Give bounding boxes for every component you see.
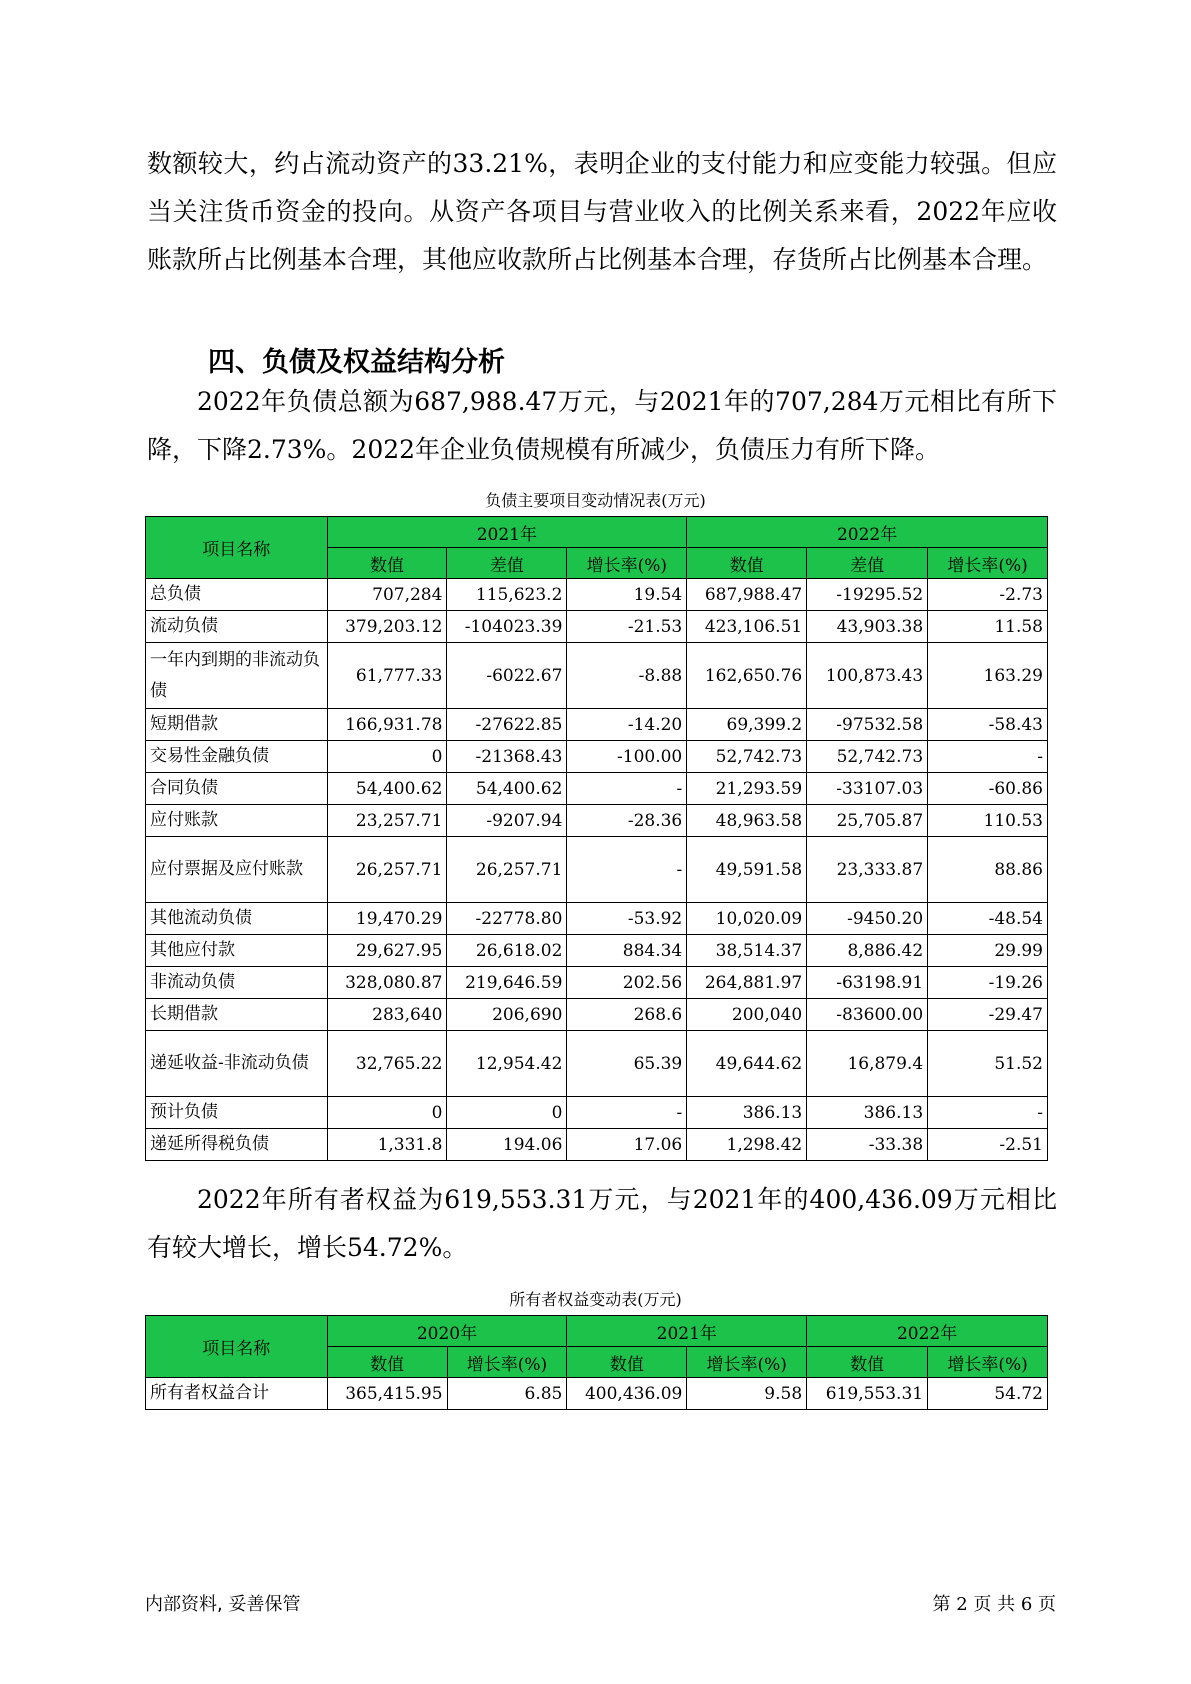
table-cell: -60.86 <box>928 773 1048 805</box>
table-cell: -21368.43 <box>447 741 567 773</box>
table-row <box>146 1378 1048 1410</box>
table-row <box>146 773 1048 805</box>
row-label: 非流动负债 <box>146 967 328 999</box>
table-cell: -63198.91 <box>807 967 928 999</box>
table-cell: 43,903.38 <box>807 611 928 643</box>
table-cell: 17.06 <box>567 1129 687 1161</box>
column-header-year-2022: 2022年 <box>687 517 1048 548</box>
column-header-value: 数值 <box>327 548 447 579</box>
table-cell: 8,886.42 <box>807 935 928 967</box>
table-cell: 54,400.62 <box>447 773 567 805</box>
row-label: 预计负债 <box>146 1097 328 1129</box>
table-cell: 54.72 <box>928 1378 1048 1410</box>
row-label: 流动负债 <box>146 611 328 643</box>
table-row <box>146 805 1048 837</box>
table-cell: 10,020.09 <box>687 903 807 935</box>
table-cell: 619,553.31 <box>807 1378 928 1410</box>
table-cell: 100,873.43 <box>807 643 928 709</box>
column-header-growth-rate: 增长率(%) <box>687 1347 807 1378</box>
table-cell: 423,106.51 <box>687 611 807 643</box>
table-cell: 386.13 <box>687 1097 807 1129</box>
table-row <box>146 611 1048 643</box>
table-cell: -97532.58 <box>807 709 928 741</box>
table-row <box>146 935 1048 967</box>
row-label: 所有者权益合计 <box>146 1378 328 1410</box>
table-cell: -33107.03 <box>807 773 928 805</box>
table-cell: 51.52 <box>928 1031 1048 1097</box>
row-label: 应付票据及应付账款 <box>146 837 328 903</box>
table-cell: - <box>567 1097 687 1129</box>
column-header-growth-rate: 增长率(%) <box>447 1347 567 1378</box>
table-row <box>146 903 1048 935</box>
column-header-year-2022: 2022年 <box>807 1316 1048 1347</box>
table-cell: -28.36 <box>567 805 687 837</box>
row-label: 总负债 <box>146 579 328 611</box>
table-cell: 365,415.95 <box>327 1378 447 1410</box>
row-label: 递延收益-非流动负债 <box>146 1031 328 1097</box>
table-cell: -58.43 <box>928 709 1048 741</box>
table-cell: 264,881.97 <box>687 967 807 999</box>
table-row <box>146 579 1048 611</box>
column-header-item-name: 项目名称 <box>146 517 328 579</box>
table-row <box>146 741 1048 773</box>
table-cell: 61,777.33 <box>327 643 447 709</box>
table-cell: -33.38 <box>807 1129 928 1161</box>
table-cell: 0 <box>447 1097 567 1129</box>
table-cell: 52,742.73 <box>807 741 928 773</box>
table-cell: -19.26 <box>928 967 1048 999</box>
footer-confidential-note: 内部资料, 妥善保管 <box>145 1594 301 1615</box>
table-cell: 0 <box>327 741 447 773</box>
table-cell: 29.99 <box>928 935 1048 967</box>
column-header-item-name: 项目名称 <box>146 1316 328 1378</box>
table-cell: 49,591.58 <box>687 837 807 903</box>
table-cell: 11.58 <box>928 611 1048 643</box>
table-cell: 26,257.71 <box>447 837 567 903</box>
column-header-value: 数值 <box>807 1347 928 1378</box>
table-cell: 283,640 <box>327 999 447 1031</box>
table-cell: -104023.39 <box>447 611 567 643</box>
table-cell: 687,988.47 <box>687 579 807 611</box>
column-header-growth-rate: 增长率(%) <box>567 548 687 579</box>
paragraph-liabilities: 2022年负债总额为687,988.47万元，与2021年的707,284万元相比有所下降，下降2.73%。2022年企业负债规模有所减少，负债压力有所下降。 <box>147 387 1057 464</box>
column-header-value: 数值 <box>327 1347 447 1378</box>
table-cell: - <box>928 1097 1048 1129</box>
table-cell: - <box>928 741 1048 773</box>
row-label: 短期借款 <box>146 709 328 741</box>
table-row <box>146 837 1048 903</box>
table-cell: 707,284 <box>327 579 447 611</box>
column-header-value: 数值 <box>687 548 807 579</box>
table-cell: - <box>567 773 687 805</box>
table-cell: 19.54 <box>567 579 687 611</box>
table-cell: 26,618.02 <box>447 935 567 967</box>
column-header-year-2021: 2021年 <box>567 1316 807 1347</box>
table-cell: 26,257.71 <box>327 837 447 903</box>
table-cell: 9.58 <box>687 1378 807 1410</box>
table-row <box>146 999 1048 1031</box>
table-cell: 12,954.42 <box>447 1031 567 1097</box>
table-cell: -27622.85 <box>447 709 567 741</box>
row-label: 其他应付款 <box>146 935 328 967</box>
paragraph-current-assets: 数额较大，约占流动资产的33.21%，表明企业的支付能力和应变能力较强。但应当关注货币资金的投向。从资产各项目与营业收入的比例关系来看，2022年应收账款所占比例基本合理，其他应收款所占比例基本合理，存货所占比例基本合理。 <box>147 149 1057 274</box>
row-label: 应付账款 <box>146 805 328 837</box>
column-header-growth-rate: 增长率(%) <box>928 548 1048 579</box>
table-cell: 386.13 <box>807 1097 928 1129</box>
row-label: 交易性金融负债 <box>146 741 328 773</box>
equity-table-body <box>146 1378 1048 1410</box>
table-caption-liabilities: 负债主要项目变动情况表(万元) <box>485 491 706 510</box>
table-caption-equity: 所有者权益变动表(万元) <box>509 1290 682 1309</box>
column-header-year-2021: 2021年 <box>327 517 687 548</box>
table-cell: 19,470.29 <box>327 903 447 935</box>
table-cell: 379,203.12 <box>327 611 447 643</box>
table-cell: 1,331.8 <box>327 1129 447 1161</box>
table-cell: 400,436.09 <box>567 1378 687 1410</box>
liabilities-table-body <box>146 579 1048 1161</box>
table-cell: 54,400.62 <box>327 773 447 805</box>
table-cell: 29,627.95 <box>327 935 447 967</box>
table-cell: 162,650.76 <box>687 643 807 709</box>
row-label: 长期借款 <box>146 999 328 1031</box>
table-cell: 0 <box>327 1097 447 1129</box>
table-cell: 6.85 <box>447 1378 567 1410</box>
table-cell: -2.51 <box>928 1129 1048 1161</box>
table-cell: -9207.94 <box>447 805 567 837</box>
table-cell: 163.29 <box>928 643 1048 709</box>
row-label: 其他流动负债 <box>146 903 328 935</box>
column-header-value: 数值 <box>567 1347 687 1378</box>
table-cell: -6022.67 <box>447 643 567 709</box>
footer-page-number: 第 2 页 共 6 页 <box>932 1594 1056 1615</box>
liabilities-table <box>145 516 1048 1161</box>
row-label: 递延所得税负债 <box>146 1129 328 1161</box>
column-header-difference: 差值 <box>807 548 928 579</box>
table-cell: -53.92 <box>567 903 687 935</box>
section-heading: 四、负债及权益结构分析 <box>208 347 505 378</box>
column-header-difference: 差值 <box>447 548 567 579</box>
table-cell: 32,765.22 <box>327 1031 447 1097</box>
paragraph-equity: 2022年所有者权益为619,553.31万元，与2021年的400,436.09万元相比有较大增长，增长54.72%。 <box>147 1185 1057 1262</box>
table-cell: 69,399.2 <box>687 709 807 741</box>
table-cell: 52,742.73 <box>687 741 807 773</box>
table-cell: 219,646.59 <box>447 967 567 999</box>
table-cell: -8.88 <box>567 643 687 709</box>
table-cell: -29.47 <box>928 999 1048 1031</box>
table-cell: 1,298.42 <box>687 1129 807 1161</box>
table-cell: 194.06 <box>447 1129 567 1161</box>
table-row <box>146 1097 1048 1129</box>
table-row <box>146 709 1048 741</box>
table-cell: -83600.00 <box>807 999 928 1031</box>
table-cell: 48,963.58 <box>687 805 807 837</box>
table-row <box>146 1031 1048 1097</box>
column-header-growth-rate: 增长率(%) <box>928 1347 1048 1378</box>
table-cell: -100.00 <box>567 741 687 773</box>
table-cell: 268.6 <box>567 999 687 1031</box>
table-cell: 115,623.2 <box>447 579 567 611</box>
table-cell: 200,040 <box>687 999 807 1031</box>
table-cell: 21,293.59 <box>687 773 807 805</box>
row-label: 合同负债 <box>146 773 328 805</box>
table-cell: 206,690 <box>447 999 567 1031</box>
table-cell: 110.53 <box>928 805 1048 837</box>
table-cell: -9450.20 <box>807 903 928 935</box>
table-cell: 65.39 <box>567 1031 687 1097</box>
table-cell: 38,514.37 <box>687 935 807 967</box>
table-cell: 328,080.87 <box>327 967 447 999</box>
table-cell: -48.54 <box>928 903 1048 935</box>
table-cell: 202.56 <box>567 967 687 999</box>
table-cell: 88.86 <box>928 837 1048 903</box>
table-cell: 49,644.62 <box>687 1031 807 1097</box>
table-cell: 25,705.87 <box>807 805 928 837</box>
table-cell: -14.20 <box>567 709 687 741</box>
column-header-year-2020: 2020年 <box>327 1316 567 1347</box>
table-cell: 23,257.71 <box>327 805 447 837</box>
table-row <box>146 1129 1048 1161</box>
table-cell: - <box>567 837 687 903</box>
table-cell: -2.73 <box>928 579 1048 611</box>
table-cell: -21.53 <box>567 611 687 643</box>
equity-table <box>145 1315 1048 1410</box>
table-cell: -22778.80 <box>447 903 567 935</box>
table-cell: 884.34 <box>567 935 687 967</box>
table-cell: 16,879.4 <box>807 1031 928 1097</box>
table-cell: 23,333.87 <box>807 837 928 903</box>
row-label: 一年内到期的非流动负债 <box>146 643 328 709</box>
table-row <box>146 967 1048 999</box>
table-cell: 166,931.78 <box>327 709 447 741</box>
table-cell: -19295.52 <box>807 579 928 611</box>
table-row <box>146 643 1048 709</box>
